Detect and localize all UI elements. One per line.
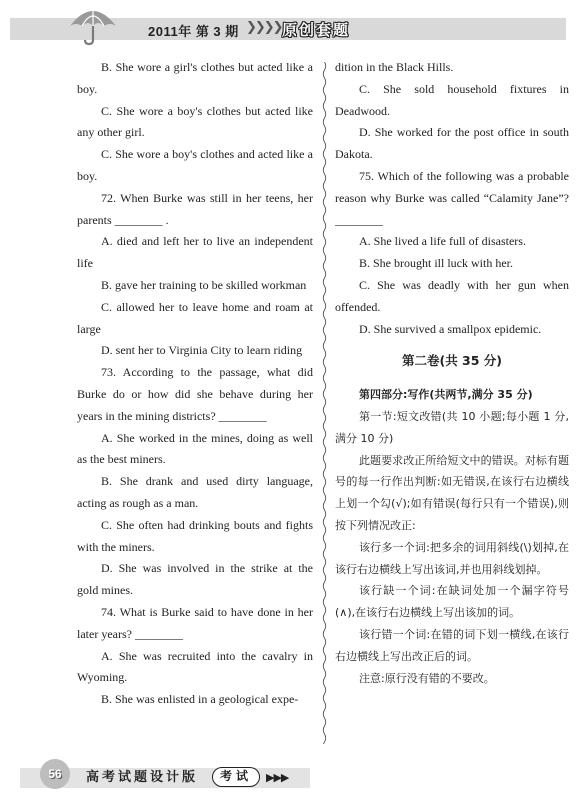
instruction-general: 此题要求改正所给短文中的错误。对标有题号的每一行作出判断:如无错误,在该行右边横线上划一个勾(√);如有错误(每行只有一个错误),则按下列情况改正: bbox=[335, 453, 569, 532]
option-a-q73: A. She worked in the mines, doing as well as the best miners. bbox=[77, 430, 313, 467]
left-column bbox=[77, 57, 313, 711]
question-73: 73. According to the passage, what did Burke do or how did she behave during her years in the mining districts? ________ bbox=[77, 365, 313, 423]
page-footer bbox=[0, 755, 581, 800]
exam-badge: 考试 bbox=[212, 767, 260, 787]
option-d-q72: D. sent her to Virginia City to learn riding bbox=[101, 343, 303, 358]
instruction-missing-word: 该行缺一个词:在缺词处加一个漏字符号(∧),在该行右边横线上写出该加的词。 bbox=[335, 584, 569, 620]
right-column bbox=[335, 57, 569, 689]
instruction-section-1: 第一节:短文改错(共 10 小题;每小题 1 分,满分 10 分) bbox=[335, 409, 569, 445]
option-b-q73: B. She drank and used dirty language, acting as rough as a man. bbox=[77, 474, 313, 510]
option-b-q71: B. She wore a girl's clothes but acted like a boy. bbox=[77, 60, 313, 96]
section-title: 第二卷(共 35 分) bbox=[401, 353, 503, 369]
publication-name: 高考试题设计版 bbox=[86, 770, 199, 785]
option-b-q72: B. gave her training to be skilled workman bbox=[101, 277, 307, 292]
option-b-q74-continuation: dition in the Black Hills. bbox=[335, 60, 454, 74]
option-b-q74: B. She was enlisted in a geological expe- bbox=[101, 692, 299, 707]
instruction-extra-word: 该行多一个词:把多余的词用斜线(\)划掉,在该行右边横线上写出该词,并也用斜线划掉。 bbox=[335, 540, 569, 576]
issue-label: 2011年 第 3 期 bbox=[148, 24, 239, 39]
column-divider bbox=[322, 62, 327, 744]
option-d-q73: D. She was involved in the strike at the gold mines. bbox=[77, 561, 313, 598]
question-72: 72. When Burke was still in her teens, her parents ________ . bbox=[77, 190, 313, 227]
arrows-icon: ▶▶▶ bbox=[266, 771, 289, 784]
option-d-q75: D. She survived a smallpox epidemic. bbox=[359, 321, 542, 336]
option-c-q74: C. She sold household fixtures in Deadwood. bbox=[335, 81, 569, 118]
chevrons-icon: ❯❯❯❯ bbox=[246, 20, 282, 35]
option-b-q75: B. She brought ill luck with her. bbox=[359, 256, 513, 271]
instruction-note: 注意:原行没有错的不要改。 bbox=[359, 671, 495, 685]
option-a-q75: A. She lived a life full of disasters. bbox=[359, 234, 526, 249]
option-c-q71: C. She wore a boy's clothes but acted like any other girl. bbox=[77, 103, 313, 140]
option-a-q72: A. died and left her to live an independent life bbox=[77, 234, 313, 271]
page-number: 56 bbox=[40, 759, 70, 789]
question-75: 75. Which of the following was a probable reason why Burke was called “Calamity Jane”? ________ bbox=[335, 168, 569, 227]
option-c-q72: C. allowed her to leave home and roam at large bbox=[77, 299, 313, 336]
series-title: 原创套题 bbox=[282, 21, 351, 39]
question-74: 74. What is Burke said to have done in her later years? ________ bbox=[77, 604, 313, 641]
option-d-q71: C. She wore a boy's clothes and acted like a boy. bbox=[77, 147, 313, 183]
page-header bbox=[0, 0, 581, 50]
option-c-q73: C. She often had drinking bouts and fights with the miners. bbox=[77, 517, 313, 554]
option-d-q74: D. She worked for the post office in south Dakota. bbox=[335, 125, 569, 162]
instruction-wrong-word: 该行错一个词:在错的词下划一横线,在该行右边横线上写出改正后的词。 bbox=[335, 627, 569, 663]
umbrella-icon bbox=[66, 2, 120, 46]
option-a-q74: A. She was recruited into the cavalry in Wyoming. bbox=[77, 648, 313, 685]
part-title: 第四部分:写作(共两节,满分 35 分) bbox=[359, 388, 533, 402]
option-c-q75: C. She was deadly with her gun when offended. bbox=[335, 277, 569, 314]
